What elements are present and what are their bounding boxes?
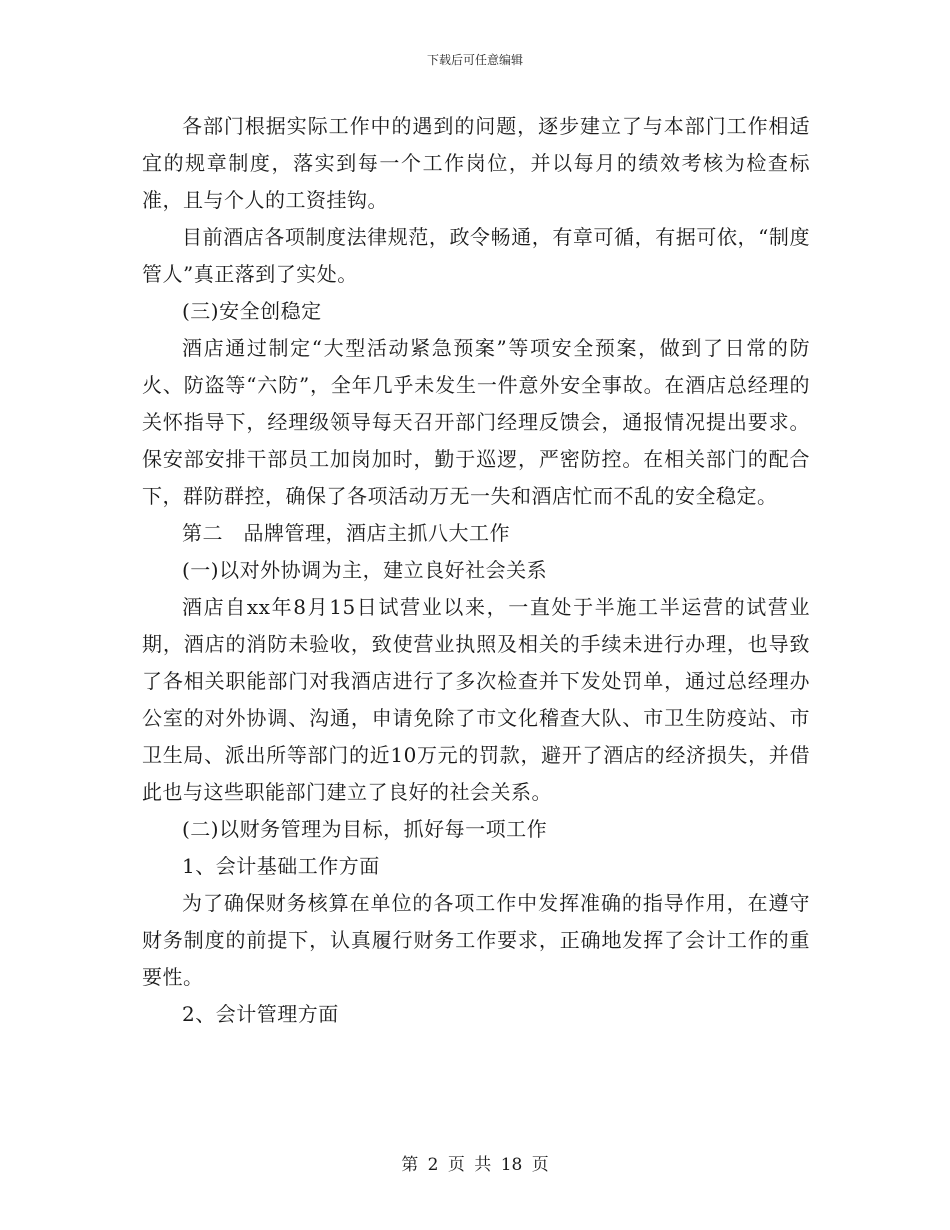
subheading-accounting-basics: 1、会计基础工作方面 [182, 854, 380, 878]
section-heading-brand-management: 第二 品牌管理，酒店主抓八大工作 [182, 521, 510, 545]
paragraph-rules-system: 各部门根据实际工作中的遇到的问题，逐步建立了与本部门工作相适宜的规章制度，落实到每一个工作岗位，并以每月的绩效考核为检查标准，且与个人的工资挂钩。 [142, 114, 810, 212]
section-heading-external-coordination: (一)以对外协调为主，建立良好社会关系 [182, 558, 548, 582]
paragraph-safety-measures: 酒店通过制定“大型活动紧急预案”等项安全预案，做到了日常的防火、防盗等“六防”，全年几乎未发生一件意外安全事故。在酒店总经理的关怀指导下，经理级领导每天召开部门经理反馈会，通报情况提出要求。保安部安排干部员工加岗加时，勤于巡逻，严密防控。在相关部门的配合下，群防群控，确保了各项活动万无一失和酒店忙而不乱的安全稳定。 [142, 336, 810, 508]
section-heading-financial-management: (二)以财务管理为目标，抓好每一项工作 [182, 817, 548, 841]
page-header: 下载后可任意编辑 [426, 53, 523, 67]
subheading-accounting-management: 2、会计管理方面 [182, 1002, 339, 1026]
section-heading-safety: (三)安全创稳定 [182, 299, 322, 323]
page-footer: 第 2 页 共 18 页 [401, 1155, 549, 1175]
paragraph-regulation-status: 目前酒店各项制度法律规范，政令畅通，有章可循，有据可依，“制度管人”真正落到了实处。 [142, 225, 810, 286]
paragraph-external-coordination: 酒店自xx年8月15日试营业以来，一直处于半施工半运营的试营业期，酒店的消防未验收，致使营业执照及相关的手续未进行办理，也导致了各相关职能部门对我酒店进行了多次检查并下发处罚单，通过总经理办公室的对外协调、沟通，申请免除了市文化稽查大队、市卫生防疫站、市卫生局、派出所等部门的近10万元的罚款，避开了酒店的经济损失，并借此也与这些职能部门建立了良好的社会关系。 [142, 595, 810, 804]
document-body [142, 108, 810, 1033]
paragraph-accounting-basics: 为了确保财务核算在单位的各项工作中发挥准确的指导作用，在遵守财务制度的前提下，认真履行财务工作要求，正确地发挥了会计工作的重要性。 [142, 891, 810, 989]
